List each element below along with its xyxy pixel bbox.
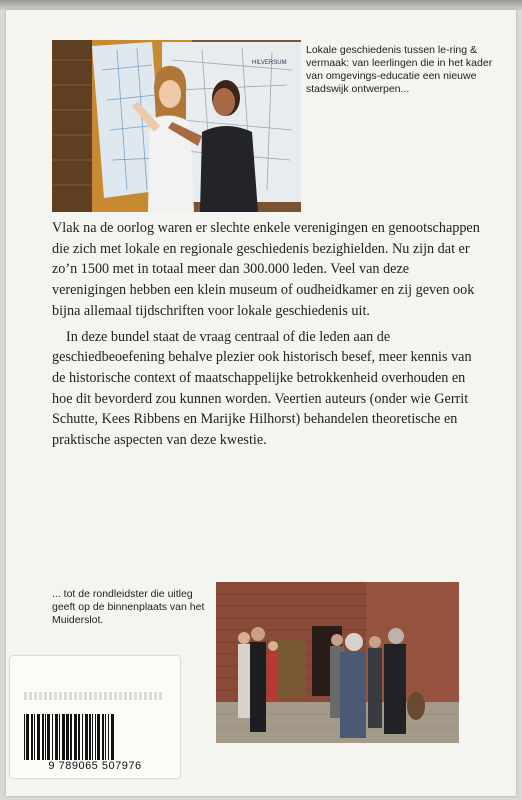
blurb [52, 218, 480, 451]
barcode [24, 714, 170, 760]
map-label: HILVERSUM [252, 60, 287, 66]
book-edge [0, 0, 522, 10]
photo-students-map-illustration [52, 40, 301, 212]
barcode-price-label [24, 692, 164, 700]
isbn-digits: 9 789065 507976 [48, 760, 142, 772]
blurb-paragraph-2: In deze bundel staat de vraag centraal of die leden aan de geschiedbeoefening behalve plezier ook historisch besef, meer kennis van de historische context of maatschappelijke betrokkenheid overhouden en hoe dit bevorderd zou kunnen worden. Veertien auteurs (onder wie Gerrit Schutte, Kees Ribbens en Marijke Hilhorst) behandelen theoretische en praktische aspecten van deze kwestie. [52, 328, 472, 449]
caption-top: Lokale geschiedenis tussen le-ring & vermaak: van leerlingen die in het kader van omgevings-educatie een nieuwe stadswijk ontwerpen... [306, 44, 493, 95]
photo-courtyard-illustration [216, 582, 459, 743]
barcode-sticker [10, 656, 180, 778]
photo-students-map [52, 40, 301, 212]
barcode-bar [114, 714, 115, 760]
blurb-paragraph-1: Vlak na de oorlog waren er slechte enkele verenigingen en genootschappen die zich met lokale en regionale geschiedenis bezighielden. Nu zijn dat er zo’n 1500 met in totaal meer dan 300.000 leden. Veel van deze verenigingen hebben een klein museum of oudheidkamer en zij geven ook bijna allemaal tijdschriften voor lokale geschiedenis uit. [52, 220, 480, 319]
photo-courtyard-tour [216, 582, 459, 743]
caption-bottom: ... tot de rondleidster die uitleg geeft op de binnenplaats van het Muiderslot. [52, 588, 205, 626]
